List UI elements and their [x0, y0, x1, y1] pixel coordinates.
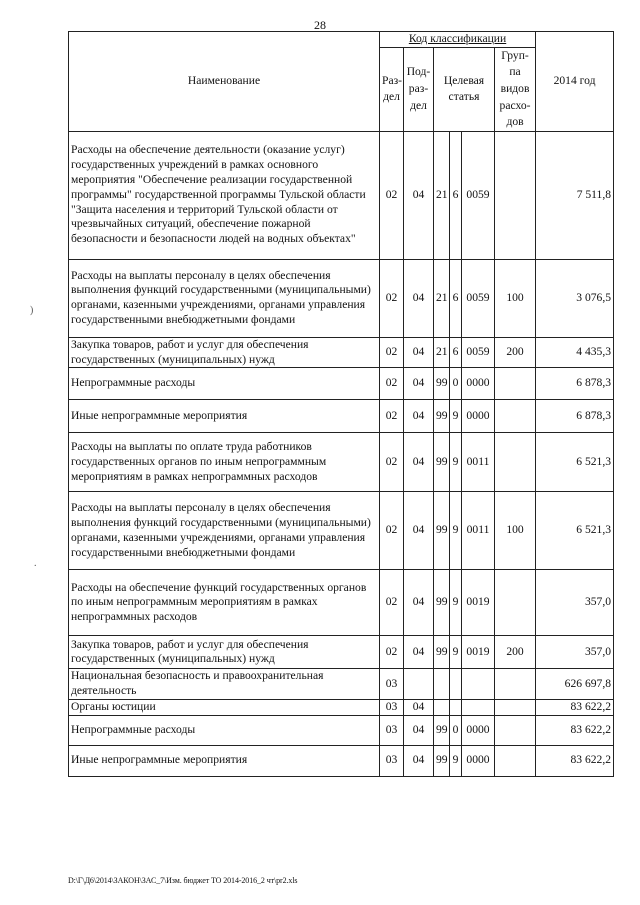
table-row [69, 669, 614, 700]
table-row [69, 337, 614, 368]
row-amount: 6 878,3 [536, 400, 614, 433]
row-razdel: 02 [380, 400, 404, 433]
row-expense-group [495, 131, 536, 259]
row-expense-group: 100 [495, 259, 536, 337]
row-podrazdel: 04 [404, 715, 434, 745]
row-amount: 6 878,3 [536, 368, 614, 400]
row-target-code: 0011 [462, 492, 495, 570]
row-target-code: 0000 [462, 745, 495, 776]
row-target-code [462, 669, 495, 700]
row-target-program [434, 669, 450, 700]
row-podrazdel: 04 [404, 699, 434, 715]
row-expense-group [495, 368, 536, 400]
row-target-program: 99 [434, 368, 450, 400]
row-expense-group [495, 400, 536, 433]
row-target-code [462, 699, 495, 715]
header-podrazdel: Под-раз-дел [404, 47, 434, 131]
row-target-program: 99 [434, 570, 450, 636]
row-target-program: 99 [434, 400, 450, 433]
row-podrazdel: 04 [404, 745, 434, 776]
row-name: Закупка товаров, работ и услуг для обеспечения государственных (муниципальных) нужд [69, 636, 380, 669]
table-row [69, 131, 614, 259]
row-name: Расходы на выплаты персоналу в целях обеспечения выполнения функций государственными (муниципальными) органами, казенными учреждениями, органами управления государственными внебюджетными фондами [69, 259, 380, 337]
row-target-code: 0019 [462, 636, 495, 669]
row-target-sub [450, 699, 462, 715]
row-target-program: 99 [434, 433, 450, 492]
row-amount: 357,0 [536, 570, 614, 636]
row-razdel: 02 [380, 368, 404, 400]
row-target-sub: 6 [450, 131, 462, 259]
row-name: Расходы на выплаты персоналу в целях обеспечения выполнения функций государственными (муниципальными) органами, казенными учреждениями, органами управления государственными внебюджетными фондами [69, 492, 380, 570]
row-expense-group [495, 699, 536, 715]
row-target-sub: 9 [450, 636, 462, 669]
row-name: Непрограммные расходы [69, 368, 380, 400]
row-name: Непрограммные расходы [69, 715, 380, 745]
row-amount: 626 697,8 [536, 669, 614, 700]
row-razdel: 02 [380, 636, 404, 669]
row-target-sub: 6 [450, 337, 462, 368]
row-expense-group [495, 570, 536, 636]
row-amount: 7 511,8 [536, 131, 614, 259]
row-target-sub: 9 [450, 400, 462, 433]
row-expense-group [495, 715, 536, 745]
row-amount: 357,0 [536, 636, 614, 669]
table-row [69, 570, 614, 636]
row-amount: 83 622,2 [536, 715, 614, 745]
table-row [69, 636, 614, 669]
row-target-code: 0059 [462, 337, 495, 368]
row-expense-group: 200 [495, 636, 536, 669]
row-podrazdel [404, 669, 434, 700]
row-razdel: 02 [380, 570, 404, 636]
row-podrazdel: 04 [404, 492, 434, 570]
margin-mark-1: ) [30, 305, 34, 316]
row-razdel: 02 [380, 259, 404, 337]
row-target-sub: 9 [450, 433, 462, 492]
row-razdel: 03 [380, 745, 404, 776]
row-target-sub: 9 [450, 492, 462, 570]
row-razdel: 02 [380, 131, 404, 259]
file-path-footer: D:\Г\Д6\2014\ЗАКОН\ЗАС_7\Изм. бюджет ТО 2014-2016_2 чт\pr2.xls [68, 876, 298, 885]
row-podrazdel: 04 [404, 368, 434, 400]
table-row [69, 259, 614, 337]
row-razdel: 02 [380, 433, 404, 492]
row-target-program: 99 [434, 745, 450, 776]
row-razdel: 03 [380, 699, 404, 715]
row-target-code: 0000 [462, 368, 495, 400]
row-target-program: 99 [434, 492, 450, 570]
page-number: 28 [314, 18, 326, 32]
row-target-code: 0059 [462, 259, 495, 337]
row-name: Национальная безопасность и правоохранительная деятельность [69, 669, 380, 700]
row-podrazdel: 04 [404, 337, 434, 368]
row-podrazdel: 04 [404, 570, 434, 636]
row-name: Расходы на обеспечение функций государственных органов по иным непрограммным мероприятиям в рамках непрограммных расходов [69, 570, 380, 636]
row-amount: 6 521,3 [536, 433, 614, 492]
row-amount: 4 435,3 [536, 337, 614, 368]
row-expense-group [495, 433, 536, 492]
row-target-code: 0019 [462, 570, 495, 636]
row-podrazdel: 04 [404, 400, 434, 433]
row-razdel: 03 [380, 715, 404, 745]
row-expense-group [495, 745, 536, 776]
table-row [69, 433, 614, 492]
row-amount: 6 521,3 [536, 492, 614, 570]
row-expense-group [495, 669, 536, 700]
row-amount: 83 622,2 [536, 745, 614, 776]
table-row [69, 715, 614, 745]
row-target-sub [450, 669, 462, 700]
header-name: Наименование [69, 32, 380, 132]
row-target-code: 0059 [462, 131, 495, 259]
row-target-program: 21 [434, 131, 450, 259]
table-row [69, 368, 614, 400]
row-target-program: 99 [434, 636, 450, 669]
header-razdel: Раз-дел [380, 47, 404, 131]
row-target-program: 21 [434, 337, 450, 368]
row-razdel: 03 [380, 669, 404, 700]
row-podrazdel: 04 [404, 636, 434, 669]
row-target-sub: 9 [450, 570, 462, 636]
header-group: Груп-па видов расхо-дов [495, 47, 536, 131]
table-row [69, 745, 614, 776]
row-razdel: 02 [380, 492, 404, 570]
row-podrazdel: 04 [404, 131, 434, 259]
row-podrazdel: 04 [404, 259, 434, 337]
table-row [69, 699, 614, 715]
row-expense-group: 100 [495, 492, 536, 570]
row-expense-group: 200 [495, 337, 536, 368]
row-name: Иные непрограммные мероприятия [69, 400, 380, 433]
row-target-sub: 9 [450, 745, 462, 776]
row-name: Расходы на выплаты по оплате труда работников государственных органов по иным непрограммным мероприятиям в рамках непрограммных расходов [69, 433, 380, 492]
row-amount: 3 076,5 [536, 259, 614, 337]
row-target-sub: 0 [450, 715, 462, 745]
row-target-program: 99 [434, 715, 450, 745]
budget-table [68, 31, 614, 777]
table-row [69, 400, 614, 433]
row-target-program: 21 [434, 259, 450, 337]
row-podrazdel: 04 [404, 433, 434, 492]
row-target-sub: 6 [450, 259, 462, 337]
header-year: 2014 год [536, 32, 614, 132]
row-razdel: 02 [380, 337, 404, 368]
row-name: Расходы на обеспечение деятельности (оказание услуг) государственных учреждений в рамках основного мероприятия "Обеспечение реализации государственной программы" государственной программы Тульской области "Защита населения и территорий Тульской области от чрезвычайных ситуаций, обеспечение пожарной безопасности и безопасности людей на водных объектах" [69, 131, 380, 259]
row-name: Закупка товаров, работ и услуг для обеспечения государственных (муниципальных) нужд [69, 337, 380, 368]
row-target-code: 0000 [462, 715, 495, 745]
row-target-code: 0011 [462, 433, 495, 492]
row-name: Иные непрограммные мероприятия [69, 745, 380, 776]
margin-mark-2: . [34, 558, 37, 569]
header-code-group-text: Код классификации [408, 32, 507, 45]
row-target-code: 0000 [462, 400, 495, 433]
row-amount: 83 622,2 [536, 699, 614, 715]
row-target-program [434, 699, 450, 715]
row-target-sub: 0 [450, 368, 462, 400]
header-target: Целевая статья [434, 47, 495, 131]
table-row [69, 492, 614, 570]
row-name: Органы юстиции [69, 699, 380, 715]
header-code-group [380, 32, 536, 48]
